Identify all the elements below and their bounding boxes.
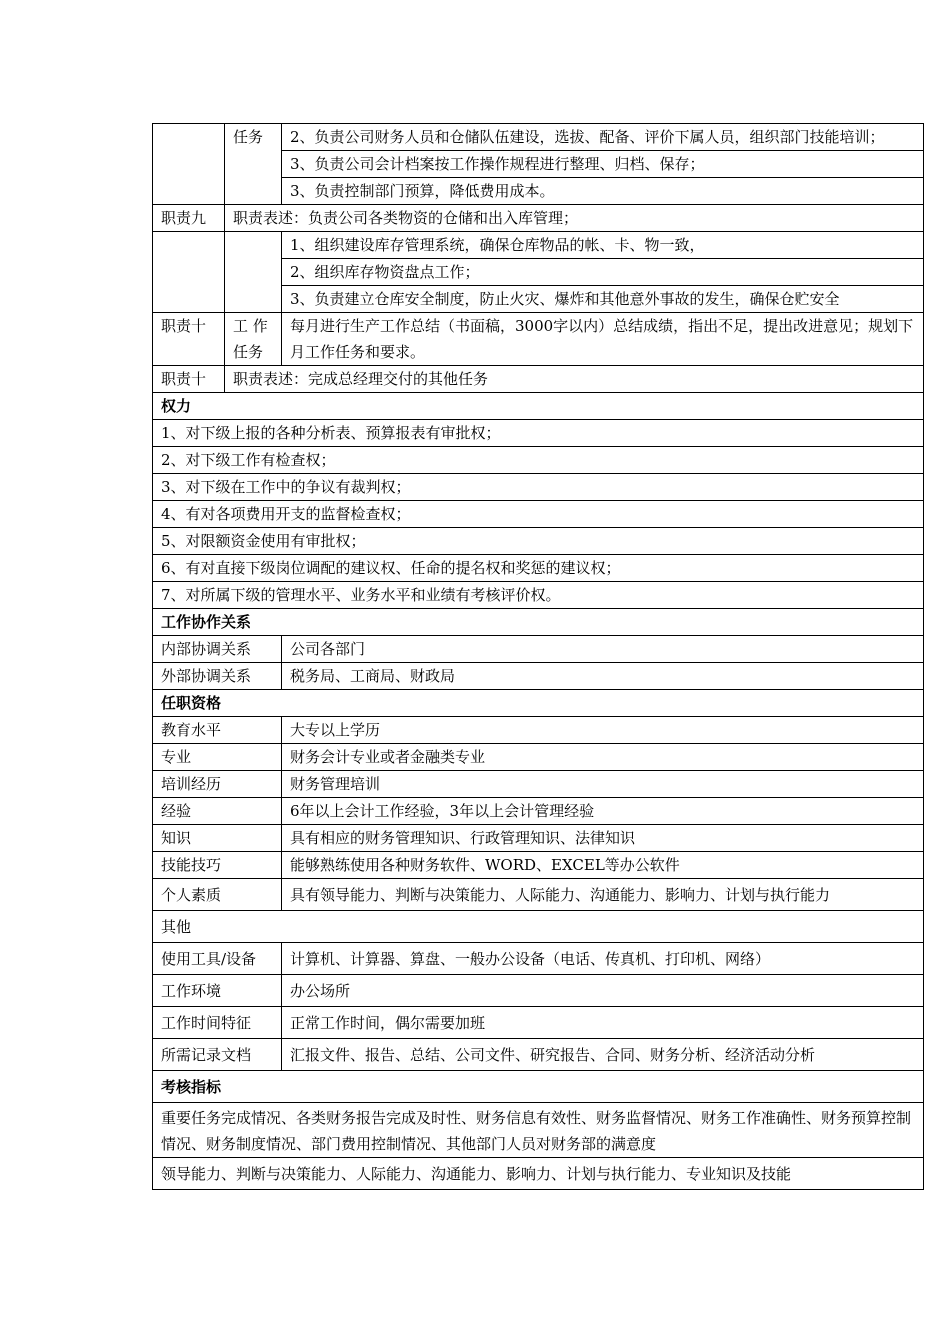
assessment-item: 重要任务完成情况、各类财务报告完成及时性、财务信息有效性、财务监督情况、财务工作准确性、财务预算控制情况、财务制度情况、部门费用控制情况、其他部门人员对财务部的满意度 xyxy=(153,1103,924,1158)
duty-statement: 职责表述：完成总经理交付的其他任务 xyxy=(225,366,924,393)
duty-label-empty xyxy=(153,124,225,205)
other-value: 办公场所 xyxy=(282,975,924,1007)
qualification-label: 经验 xyxy=(153,798,282,825)
qualification-label: 教育水平 xyxy=(153,717,282,744)
qualification-value: 具有领导能力、判断与决策能力、人际能力、沟通能力、影响力、计划与执行能力 xyxy=(282,879,924,911)
other-label: 所需记录文档 xyxy=(153,1039,282,1071)
qualification-value: 6年以上会计工作经验，3年以上会计管理经验 xyxy=(282,798,924,825)
authority-item: 5、对限额资金使用有审批权； xyxy=(153,528,924,555)
job-description-table xyxy=(152,123,924,1190)
cooperation-label: 外部协调关系 xyxy=(153,663,282,690)
task-item: 每月进行生产工作总结（书面稿，3000字以内）总结成绩，指出不足，提出改进意见；规划下月工作任务和要求。 xyxy=(282,313,924,366)
task-label-empty xyxy=(225,232,282,313)
duty-label: 职责十 xyxy=(153,313,225,366)
task-label: 工 作任务 xyxy=(225,313,282,366)
qualification-label: 个人素质 xyxy=(153,879,282,911)
other-value: 汇报文件、报告、总结、公司文件、研究报告、合同、财务分析、经济活动分析 xyxy=(282,1039,924,1071)
duty-label: 职责十 xyxy=(153,366,225,393)
authority-item: 7、对所属下级的管理水平、业务水平和业绩有考核评价权。 xyxy=(153,582,924,609)
authority-item: 2、对下级工作有检查权； xyxy=(153,447,924,474)
section-heading-assessment: 考核指标 xyxy=(153,1071,924,1103)
qualification-label: 技能技巧 xyxy=(153,852,282,879)
section-heading-qualifications: 任职资格 xyxy=(153,690,924,717)
other-label: 工作环境 xyxy=(153,975,282,1007)
qualification-value: 具有相应的财务管理知识、行政管理知识、法律知识 xyxy=(282,825,924,852)
section-heading-authority: 权力 xyxy=(153,393,924,420)
authority-item: 1、对下级上报的各种分析表、预算报表有审批权； xyxy=(153,420,924,447)
task-item: 3、负责建立仓库安全制度，防止火灾、爆炸和其他意外事故的发生，确保仓贮安全 xyxy=(282,286,924,313)
task-item: 2、组织库存物资盘点工作； xyxy=(282,259,924,286)
task-item: 1、组织建设库存管理系统，确保仓库物品的帐、卡、物一致， xyxy=(282,232,924,259)
qualification-label: 培训经历 xyxy=(153,771,282,798)
other-value: 正常工作时间，偶尔需要加班 xyxy=(282,1007,924,1039)
cooperation-value: 税务局、工商局、财政局 xyxy=(282,663,924,690)
qualification-value: 能够熟练使用各种财务软件、WORD、EXCEL等办公软件 xyxy=(282,852,924,879)
other-label: 工作时间特征 xyxy=(153,1007,282,1039)
cooperation-value: 公司各部门 xyxy=(282,636,924,663)
section-heading-cooperation: 工作协作关系 xyxy=(153,609,924,636)
qualification-value: 大专以上学历 xyxy=(282,717,924,744)
other-value: 计算机、计算器、算盘、一般办公设备（电话、传真机、打印机、网络） xyxy=(282,943,924,975)
other-label: 使用工具/设备 xyxy=(153,943,282,975)
task-item: 3、负责公司会计档案按工作操作规程进行整理、归档、保存； xyxy=(282,151,924,178)
qualification-value: 财务管理培训 xyxy=(282,771,924,798)
authority-item: 6、有对直接下级岗位调配的建议权、任命的提名权和奖惩的建议权； xyxy=(153,555,924,582)
qualification-label: 知识 xyxy=(153,825,282,852)
qualification-label: 专业 xyxy=(153,744,282,771)
task-label: 任务 xyxy=(225,124,282,205)
authority-item: 4、有对各项费用开支的监督检查权； xyxy=(153,501,924,528)
cooperation-label: 内部协调关系 xyxy=(153,636,282,663)
duty-label-empty xyxy=(153,232,225,313)
assessment-item: 领导能力、判断与决策能力、人际能力、沟通能力、影响力、计划与执行能力、专业知识及技能 xyxy=(153,1158,924,1190)
duty-statement: 职责表述：负责公司各类物资的仓储和出入库管理； xyxy=(225,205,924,232)
task-item: 2、负责公司财务人员和仓储队伍建设，选拔、配备、评价下属人员，组织部门技能培训； xyxy=(282,124,924,151)
qualification-value: 财务会计专业或者金融类专业 xyxy=(282,744,924,771)
task-item: 3、负责控制部门预算，降低费用成本。 xyxy=(282,178,924,205)
authority-item: 3、对下级在工作中的争议有裁判权； xyxy=(153,474,924,501)
duty-label: 职责九 xyxy=(153,205,225,232)
section-heading-other: 其他 xyxy=(153,911,924,943)
